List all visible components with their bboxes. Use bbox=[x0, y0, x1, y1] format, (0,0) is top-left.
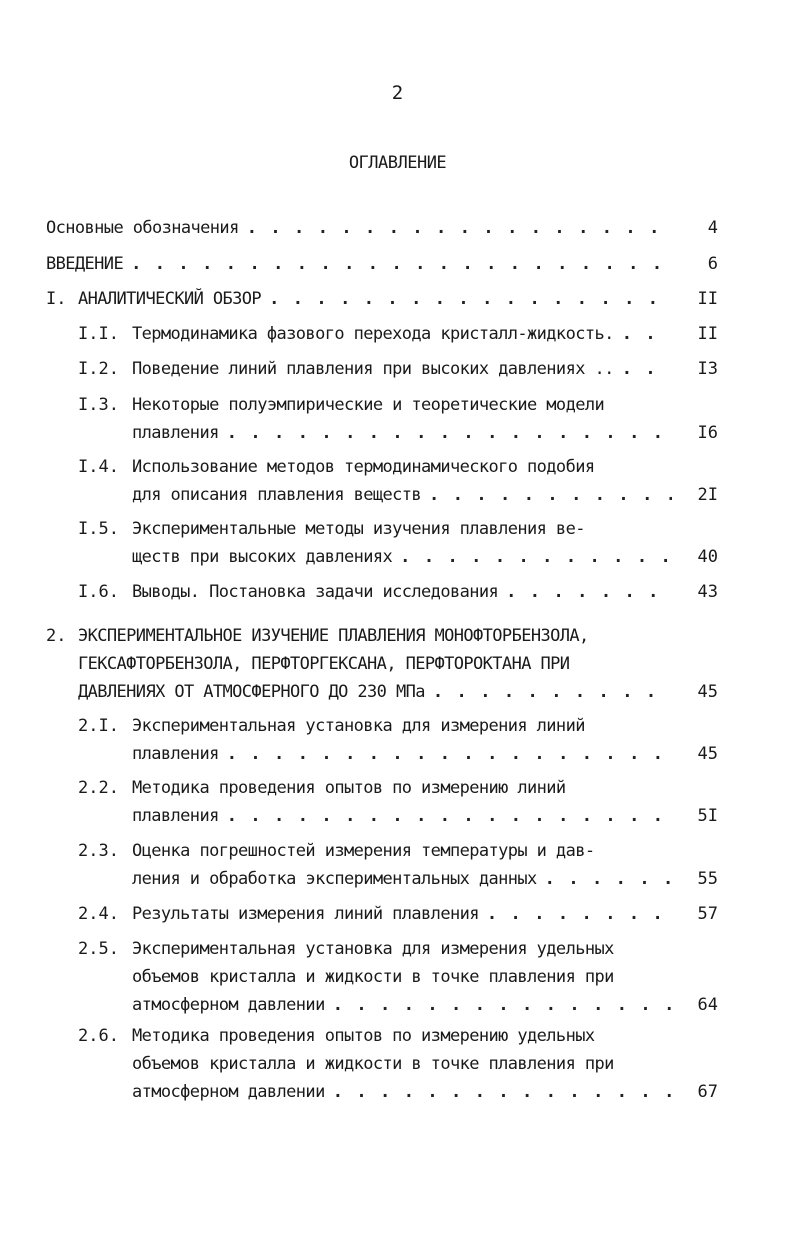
toc-entry-line bbox=[46, 253, 672, 275]
toc-page-number: II bbox=[697, 289, 718, 309]
toc-entry-text: ВВЕДЕНИЕ bbox=[46, 254, 124, 274]
toc-entry-line: Экспериментальная установка для измерения линий bbox=[132, 716, 585, 736]
toc-entry-number: I.I. bbox=[78, 324, 119, 344]
toc-entry-number: I.3. bbox=[78, 395, 119, 415]
dot-leader bbox=[487, 903, 672, 925]
dot-leader bbox=[506, 581, 672, 603]
toc-entry-text: плавления bbox=[132, 744, 219, 764]
toc-entry-number: I.5. bbox=[78, 519, 119, 539]
toc-entry-line: объемов кристалла и жидкости в точке плавления при bbox=[132, 1054, 614, 1074]
dot-leader bbox=[545, 868, 672, 890]
dot-leader bbox=[433, 681, 672, 703]
dot-leader bbox=[333, 1081, 672, 1103]
dot-leader bbox=[622, 323, 672, 345]
toc-page-number: 6 bbox=[707, 254, 718, 274]
toc-entry-line bbox=[46, 217, 672, 239]
toc-entry-line: ГЕКСАФТОРБЕНЗОЛА, ПЕРФТОРГЕКСАНА, ПЕРФТОРОКТАНА ПРИ bbox=[78, 654, 570, 674]
toc-entry-line bbox=[132, 994, 672, 1016]
toc-entry-text: плавления bbox=[132, 423, 219, 443]
toc-page-number: I3 bbox=[697, 359, 718, 379]
toc-entry-text: ления и обработка экспериментальных данных bbox=[132, 869, 537, 889]
toc-title: ОГЛАВЛЕНИЕ bbox=[348, 153, 447, 173]
toc-entry-line bbox=[132, 868, 672, 890]
toc-page-number: II bbox=[697, 324, 718, 344]
toc-page-number: 45 bbox=[697, 682, 718, 702]
toc-entry-text: атмосферном давлении bbox=[132, 1082, 325, 1102]
toc-entry-line bbox=[132, 422, 672, 444]
toc-entry-line bbox=[132, 484, 672, 506]
toc-page-number: 55 bbox=[697, 869, 718, 889]
toc-entry-line: объемов кристалла и жидкости в точке плавления при bbox=[132, 967, 614, 987]
dot-leader bbox=[227, 422, 672, 444]
toc-page-number: 4 bbox=[707, 218, 718, 238]
toc-entry-line bbox=[78, 288, 672, 310]
toc-entry-line bbox=[132, 546, 672, 568]
toc-page-number: 57 bbox=[697, 904, 718, 924]
toc-entry-line: Оценка погрешностей измерения температуры и дав- bbox=[132, 841, 595, 861]
toc-entry-text: Поведение линий плавления при высоких давлениях .. bbox=[132, 359, 614, 379]
dot-leader bbox=[247, 217, 672, 239]
toc-entry-line bbox=[132, 1081, 672, 1103]
toc-entry-line: ЭКСПЕРИМЕНТАЛЬНОЕ ИЗУЧЕНИЕ ПЛАВЛЕНИЯ МОНОФТОРБЕНЗОЛА, bbox=[78, 626, 589, 646]
toc-entry-text: плавления bbox=[132, 806, 219, 826]
toc-entry-number: 2.2. bbox=[78, 778, 119, 798]
toc-entry-text: ДАВЛЕНИЯХ ОТ АТМОСФЕРНОГО ДО 230 МПа bbox=[78, 682, 425, 702]
toc-entry-line bbox=[78, 681, 672, 703]
dot-leader bbox=[269, 288, 672, 310]
toc-entry-text: для описания плавления веществ bbox=[132, 485, 422, 505]
toc-entry-line bbox=[132, 581, 672, 603]
toc-entry-line: Методика проведения опытов по измерению линий bbox=[132, 778, 566, 798]
toc-entry-number: 2.5. bbox=[78, 939, 119, 959]
toc-page-number: 45 bbox=[697, 744, 718, 764]
dot-leader bbox=[622, 358, 672, 380]
toc-entry-line bbox=[132, 358, 672, 380]
page-number: 2 bbox=[391, 82, 404, 104]
toc-entry-line: Некоторые полуэмпирические и теоретические модели bbox=[132, 395, 605, 415]
toc-entry-number: 2.3. bbox=[78, 841, 119, 861]
toc-entry-text: Выводы. Постановка задачи исследования bbox=[132, 582, 499, 602]
toc-entry-number: 2.I. bbox=[78, 716, 119, 736]
dot-leader bbox=[227, 805, 672, 827]
dot-leader bbox=[429, 484, 672, 506]
toc-entry-number: I.2. bbox=[78, 359, 119, 379]
toc-entry-number: I.4. bbox=[78, 457, 119, 477]
dot-leader bbox=[131, 253, 672, 275]
toc-page-number: 43 bbox=[697, 582, 718, 602]
toc-entry-line bbox=[132, 743, 672, 765]
toc-page-number: 2I bbox=[697, 485, 718, 505]
toc-page-number: 64 bbox=[697, 995, 718, 1015]
toc-entry-number: 2.4. bbox=[78, 904, 119, 924]
toc-entry-line: Использование методов термодинамического подобия bbox=[132, 457, 595, 477]
toc-entry-line bbox=[132, 323, 672, 345]
toc-entry-number: 2. bbox=[46, 626, 67, 646]
toc-entry-text: ществ при высоких давлениях bbox=[132, 547, 393, 567]
toc-entry-line: Экспериментальные методы изучения плавления ве- bbox=[132, 519, 585, 539]
toc-page-number: 5I bbox=[697, 806, 718, 826]
toc-entry-text: АНАЛИТИЧЕСКИЙ ОБЗОР bbox=[78, 289, 262, 309]
toc-page-number: I6 bbox=[697, 423, 718, 443]
toc-entry-number: 2.6. bbox=[78, 1026, 119, 1046]
toc-entry-line bbox=[132, 805, 672, 827]
toc-entry-number: I.6. bbox=[78, 582, 119, 602]
toc-page-number: 67 bbox=[697, 1082, 718, 1102]
dot-leader bbox=[333, 994, 672, 1016]
toc-entry-text: атмосферном давлении bbox=[132, 995, 325, 1015]
toc-entry-number: I. bbox=[46, 289, 67, 309]
dot-leader bbox=[400, 546, 672, 568]
dot-leader bbox=[227, 743, 672, 765]
toc-entry-text: Основные обозначения bbox=[46, 218, 239, 238]
toc-entry-line: Методика проведения опытов по измерению удельных bbox=[132, 1026, 595, 1046]
toc-entry-line: Экспериментальная установка для измерения удельных bbox=[132, 939, 614, 959]
toc-page-number: 40 bbox=[697, 547, 718, 567]
toc-entry-text: Результаты измерения линий плавления bbox=[132, 904, 479, 924]
toc-entry-text: Термодинамика фазового перехода кристалл-жидкость. bbox=[132, 324, 614, 344]
toc-entry-line bbox=[132, 903, 672, 925]
